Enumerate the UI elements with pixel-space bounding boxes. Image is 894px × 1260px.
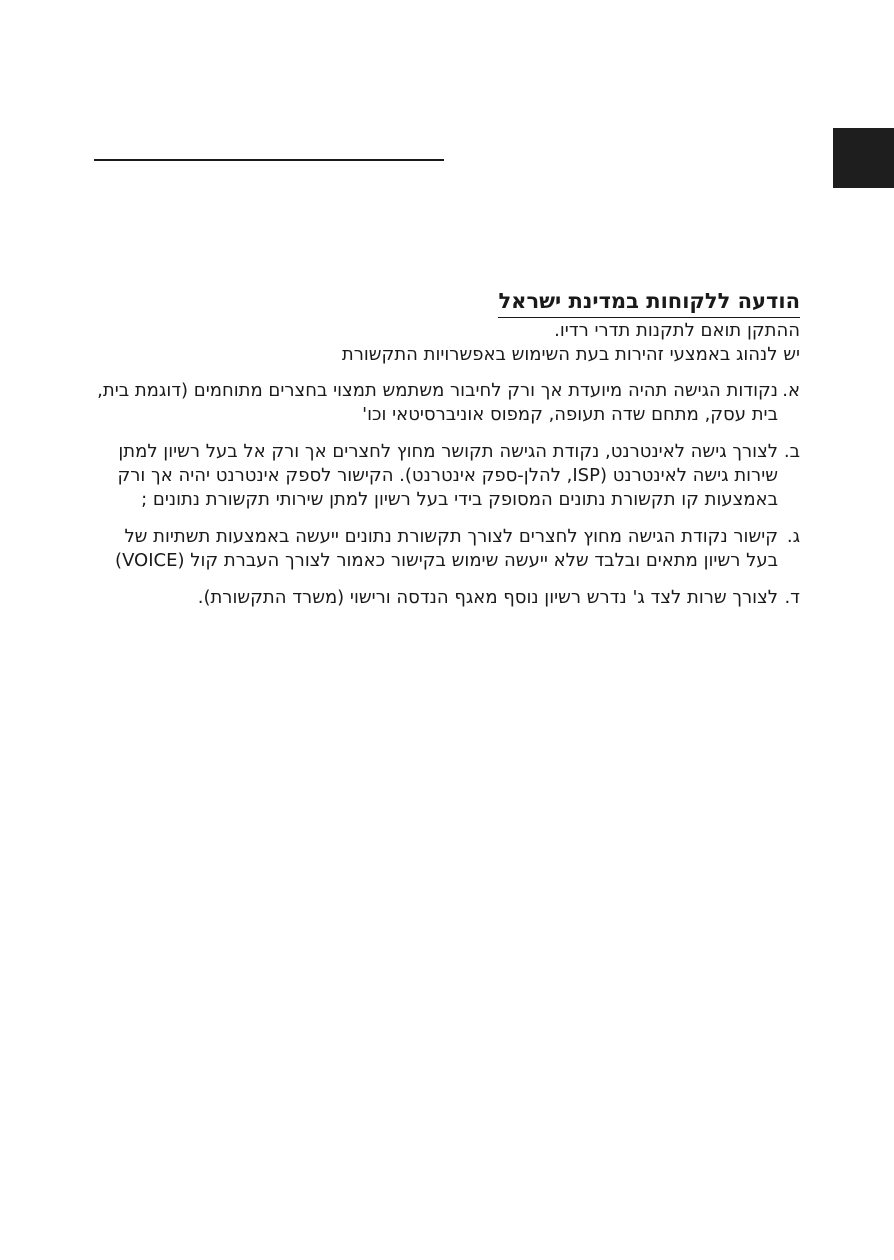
notice-item — [88, 586, 800, 610]
intro-line-caution: יש לנהוג באמצעי זהירות בעת השימוש באפשרויות התקשורת — [341, 344, 800, 365]
notice-item — [88, 379, 800, 427]
item-text: לצורך שרות לצד ג' נדרש רשיון נוסף מאגף הנדסה ורישוי (משרד התקשורת). — [197, 587, 778, 608]
intro-line-compliance: ההתקן תואם לתקנות תדרי רדיו. — [554, 320, 800, 341]
notice-item — [88, 440, 800, 512]
header-rule — [94, 159, 444, 161]
item-text: קישור נקודת הגישה מחוץ לחצרים לצורך תקשורת נתונים ייעשה באמצעות תשתיות של בעל רשיון מתאים ובלבד שלא ייעשה שימוש בקישור כאמור לצורך העברת קול (VOICE) — [115, 526, 778, 571]
notice-item — [88, 525, 800, 573]
item-text: לצורך גישה לאינטרנט, נקודת הגישה תקושר מחוץ לחצרים אך ורק אל בעל רשיון למתן שירות גישה לאינטרנט (ISP, להלן-ספק אינטרנט). הקישור לספק אינטרנט יהיה אך ורק באמצעות קו תקשורת נתונים המסופק בידי בעל רשיון למתן שירותי תקשורת נתונים ; — [117, 441, 778, 510]
item-letter: ג. — [786, 526, 800, 547]
israel-notice — [88, 286, 800, 623]
item-letter: א. — [782, 380, 800, 401]
notice-title: הודעה ללקוחות במדינת ישראל — [498, 286, 800, 318]
item-text: נקודות הגישה תהיה מיועדת אך ורק לחיבור משתמש תמצוי בחצרים מתוחמים (דוגמת בית, בית עסק, מתחם שדה תעופה, קמפוס אוניברסיטאי וכו' — [97, 380, 778, 425]
notice-items — [88, 379, 800, 610]
section-tab-marker — [833, 128, 894, 188]
item-letter: ד. — [784, 587, 800, 608]
item-letter: ב. — [783, 441, 800, 462]
